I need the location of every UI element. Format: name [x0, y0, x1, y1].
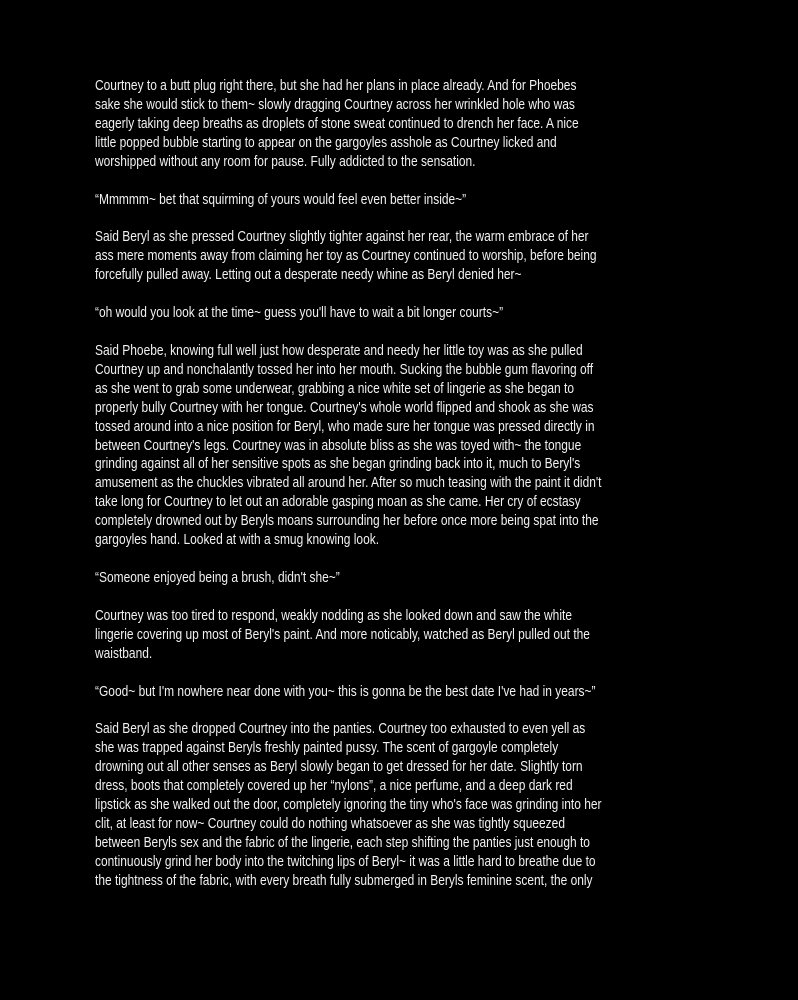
paragraph	[95, 607, 718, 664]
text-line: Said Beryl as she dropped Courtney into the panties. Courtney too exhausted to even yell as	[95, 721, 586, 738]
text-line: lingerie covering up most of Beryl's paint. And more noticably, watched as Beryl pulled out the	[95, 626, 590, 643]
paragraph	[95, 720, 718, 890]
text-line: eagerly taking deep breaths as droplets of stone sweat continued to drench her face. A nice	[95, 115, 579, 132]
text-line: “Mmmmm~ bet that squirming of yours would feel even better inside~”	[95, 191, 467, 208]
text-line: forcefully pulled away. Letting out a desperate needy whine as Beryl denied her~	[95, 267, 522, 284]
text-line: ass mere moments away from claiming her toy as Courtney continued to worship, before being	[95, 248, 597, 265]
document-page	[95, 77, 718, 910]
text-line: she was trapped against Beryls freshly painted pussy. The scent of gargoyle completely	[95, 740, 559, 757]
text-line: amusement as the chuckles vibrated all around her. After so much teasing with the paint it didn't	[95, 475, 602, 492]
text-line: drowning out all other senses as Beryl slowly began to get dressed for her date. Slightly torn	[95, 759, 583, 776]
text-line: clit, at least for now~ Courtney could do nothing whatsoever as she was tightly squeezed	[95, 815, 565, 832]
text-line: Courtney up and nonchalantly tossed her into her mouth. Sucking the bubble gum flavoring off	[95, 361, 594, 378]
paragraph	[95, 304, 718, 323]
text-line: grinding against all of her sensitive spots as she began grinding back into it, much to Beryl's	[95, 456, 581, 473]
paragraph	[95, 191, 718, 210]
text-line: waistband.	[95, 645, 153, 662]
text-line: completely drowned out by Beryls moans surrounding her before once more being spat into the	[95, 513, 599, 530]
text-line: as she went to grab some underwear, grabbing a nice white set of lingerie as she began to	[95, 380, 574, 397]
paragraph	[95, 683, 718, 702]
text-line: Courtney to a butt plug right there, but she had her plans in place already. And for Phoebes	[95, 78, 577, 94]
text-line: tossed around into a nice position for Beryl, who made sure her tongue was pressed directly in	[95, 418, 595, 435]
text-line: Said Beryl as she pressed Courtney slightly tighter against her rear, the warm embrace of her	[95, 229, 589, 246]
text-line: between Courtney's legs. Courtney was in absolute bliss as she was toyed with~ the tongue	[95, 437, 582, 454]
paragraph	[95, 569, 718, 588]
text-line: worshipped without any room for pause. Fully addicted to the sensation.	[95, 153, 476, 170]
text-line: “Good~ but I'm nowhere near done with you~ this is gonna be the best date I've had in years~”	[95, 683, 596, 700]
paragraph	[95, 228, 718, 285]
text-line: lipstick as she walked out the door, completely ignoring the tiny who's face was grinding into her	[95, 797, 602, 814]
text-line: Courtney was too tired to respond, weakly nodding as she looked down and saw the white	[95, 607, 572, 624]
text-line: continuously grind her body into the twitching lips of Beryl~ it was a little hard to breathe due to	[95, 853, 596, 870]
text-line: take long for Courtney to let out an adorable gasping moan as she came. Her cry of ecstasy	[95, 494, 581, 511]
text-line: between Beryls sex and the fabric of the lingerie, each step shifting the panties just enough to	[95, 834, 590, 851]
text-line: gargoyles hand. Looked at with a smug knowing look.	[95, 532, 380, 549]
text-line: properly bully Courtney with her tongue. Courtney's whole world flipped and shook as she was	[95, 399, 594, 416]
text-line: “Someone enjoyed being a brush, didn't she~”	[95, 569, 340, 586]
paragraph	[95, 342, 718, 550]
text-line: dress, boots that completely covered up her “nylons”, a nice perfume, and a deep dark red	[95, 778, 573, 795]
text-line: sake she would stick to them~ slowly dragging Courtney across her wrinkled hole who was	[95, 96, 575, 113]
text-line: little popped bubble starting to appear on the gargoyles asshole as Courtney licked and	[95, 134, 557, 151]
text-line: “oh would you look at the time~ guess you'll have to wait a bit longer courts~”	[95, 305, 504, 322]
text-line: the tightness of the fabric, with every breath fully submerged in Beryls feminine scent, the only	[95, 872, 593, 889]
paragraph	[95, 77, 718, 172]
text-line: Said Phoebe, knowing full well just how desperate and needy her little toy was as she pulled	[95, 342, 583, 359]
